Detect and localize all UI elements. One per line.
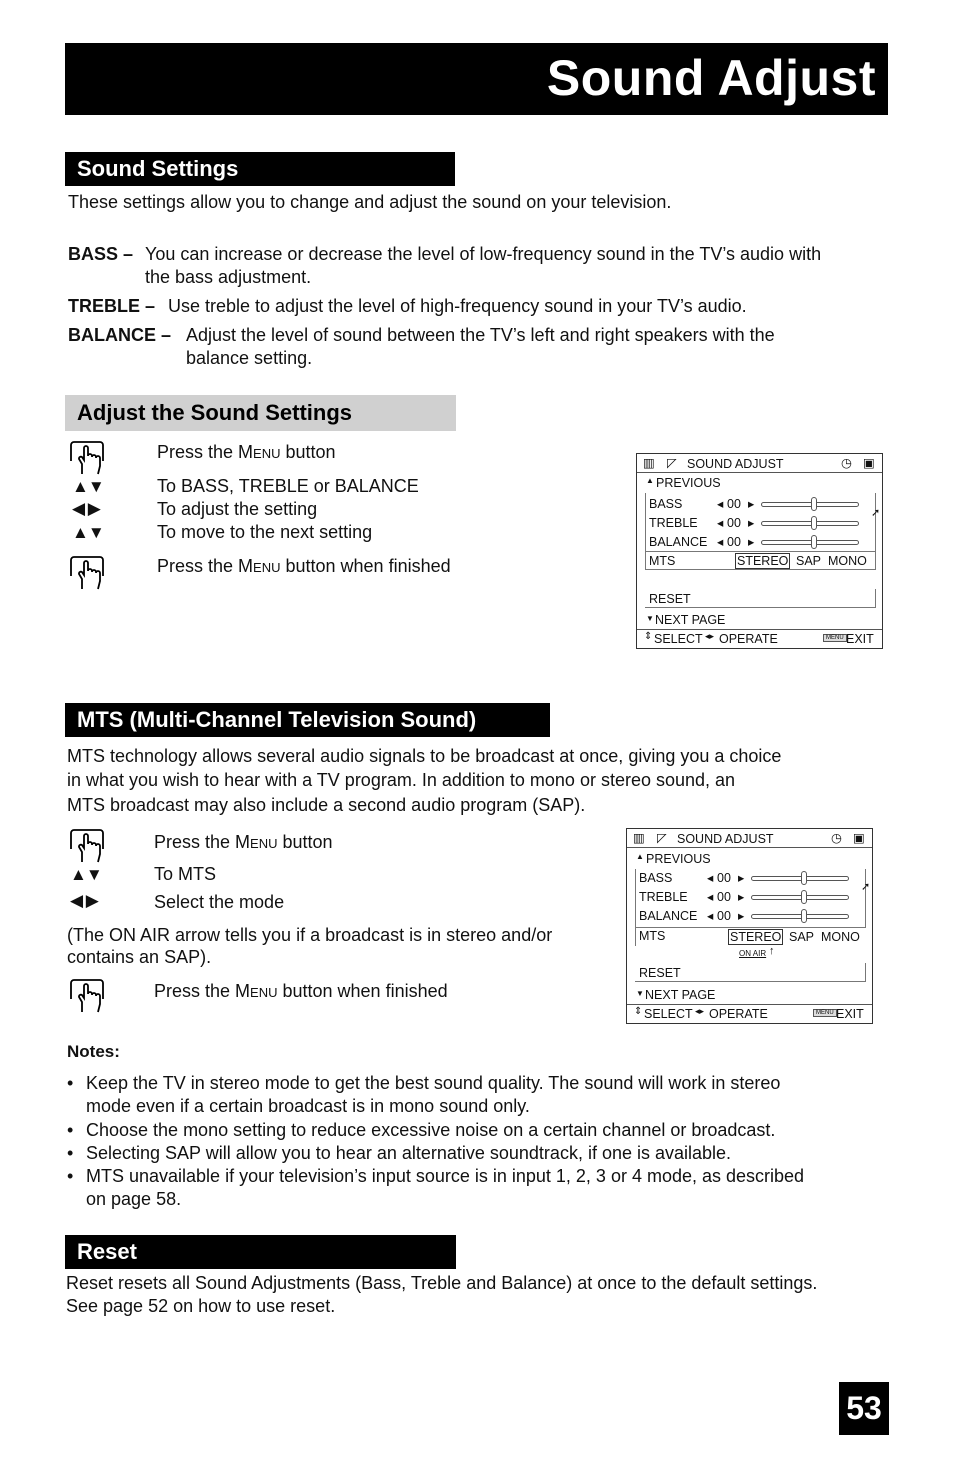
up-down-arrow-icon: ▲▼ — [70, 865, 102, 884]
mts-step-3: Select the mode — [154, 892, 285, 912]
bass-slider-knob[interactable] — [801, 871, 807, 885]
mts-heading: MTS (Multi-Channel Television Sound) — [65, 703, 550, 737]
mts-step-4: Press the Menu button when finished — [154, 981, 448, 1001]
up-down-arrow-icon: ▲▼ — [72, 477, 104, 496]
osd-operate: OPERATE — [709, 1007, 768, 1021]
osd-treble-value: 00 — [727, 516, 741, 530]
hand-press-icon — [70, 978, 104, 1014]
notes-heading: Notes: — [67, 1042, 120, 1061]
osd-bass-value: 00 — [727, 497, 741, 511]
balance-slider[interactable] — [761, 540, 859, 545]
treble-term: TREBLE – — [68, 296, 156, 316]
osd-title: SOUND ADJUST — [687, 457, 784, 471]
menu-book-icon: ▥ — [633, 831, 645, 845]
osd-stereo-option[interactable]: STEREO — [737, 554, 789, 568]
up-down-small-icon: ⇕ — [644, 631, 653, 642]
reset-heading: Reset — [65, 1235, 456, 1269]
adjust-heading: Adjust the Sound Settings — [65, 395, 456, 431]
hand-press-icon — [70, 555, 104, 591]
menu-button-icon: MENU — [813, 1009, 837, 1017]
mts-step-1: Press the Menu button — [154, 832, 333, 852]
left-right-arrow-icon: ◀ ▶ — [72, 499, 100, 518]
mts-intro-2: in what you wish to hear with a TV program. In addition to mono or stereo sound, an — [67, 770, 736, 790]
adjust-step-5: Press the Menu button when finished — [157, 556, 451, 576]
page-title: Sound Adjust — [546, 50, 876, 106]
osd-bass-label[interactable]: BASS — [639, 871, 673, 885]
osd-operate: OPERATE — [719, 632, 778, 646]
up-small-icon: ▲ — [646, 476, 654, 485]
osd-treble-label[interactable]: TREBLE — [639, 890, 688, 904]
bass-desc-2: the bass adjustment. — [145, 267, 312, 287]
clock-icon: ◷ — [831, 831, 842, 845]
note-bullet: • — [67, 1143, 74, 1163]
treble-slider-knob[interactable] — [801, 890, 807, 904]
menu-book-icon: ▥ — [643, 456, 655, 470]
up-down-small-icon: ⇕ — [634, 1006, 643, 1017]
down-small-icon: ▼ — [646, 614, 654, 623]
osd-balance-label[interactable]: BALANCE — [639, 909, 698, 923]
osd-select: SELECT — [644, 1007, 693, 1021]
mts-step-2: To MTS — [154, 864, 217, 884]
osd-sap-option[interactable]: SAP — [796, 554, 822, 568]
menu-button-icon: MENU — [823, 634, 847, 642]
on-air-arrow-icon: ↑ — [769, 945, 775, 957]
osd-treble-label[interactable]: TREBLE — [649, 516, 698, 530]
right-arrow-icon: ▸ — [748, 535, 755, 549]
treble-slider[interactable] — [761, 521, 859, 526]
left-arrow-icon: ◂ — [707, 871, 714, 885]
osd-mono-option[interactable]: MONO — [821, 930, 860, 944]
treble-slider-knob[interactable] — [811, 516, 817, 530]
tv-icon: ▣ — [853, 831, 865, 845]
bass-slider[interactable] — [761, 502, 859, 507]
osd-mts-label[interactable]: MTS — [649, 554, 676, 568]
hand-press-icon — [70, 828, 104, 864]
note-2: Choose the mono setting to reduce excessive noise on a certain channel or broadcast. — [86, 1120, 776, 1140]
osd-stereo-option[interactable]: STEREO — [730, 930, 782, 944]
clock-icon: ◷ — [841, 456, 852, 470]
osd-balance-value: 00 — [727, 535, 741, 549]
treble-slider[interactable] — [751, 895, 849, 900]
left-arrow-icon: ◂ — [707, 890, 714, 904]
osd-footer — [627, 1004, 872, 1023]
left-arrow-icon: ◂ — [717, 516, 724, 530]
bass-desc-1: You can increase or decrease the level of low-frequency sound in the TV’s audio with — [145, 244, 822, 264]
osd-header — [627, 829, 872, 848]
speaker-icon: ◸ — [667, 456, 677, 470]
on-air-indicator: ON AIR — [739, 949, 767, 958]
sound-adjust-osd-mts — [626, 828, 873, 1024]
note-bullet: • — [67, 1073, 74, 1093]
balance-term: BALANCE – — [68, 325, 172, 345]
bass-term: BASS – — [68, 244, 134, 264]
hand-press-icon — [70, 440, 104, 476]
tv-icon: ▣ — [863, 456, 875, 470]
pointer-icon: ➚ — [871, 507, 881, 519]
note-3: Selecting SAP will allow you to hear an alternative soundtrack, if one is available. — [86, 1143, 732, 1163]
balance-desc-2: balance setting. — [186, 348, 313, 368]
down-small-icon: ▼ — [636, 989, 644, 998]
mts-intro-1: MTS technology allows several audio signals to be broadcast at once, giving you a choice — [67, 746, 782, 766]
right-arrow-icon: ▸ — [748, 516, 755, 530]
left-right-small-icon: ◂▸ — [705, 631, 715, 641]
treble-desc: Use treble to adjust the level of high-frequency sound in your TV’s audio. — [168, 296, 747, 316]
osd-footer — [637, 629, 882, 648]
page-title-bar — [65, 43, 888, 115]
adjust-step-3: To adjust the setting — [157, 499, 318, 519]
adjust-step-1: Press the Menu button — [157, 442, 336, 462]
note-4b: on page 58. — [86, 1189, 182, 1209]
page-number: 53 — [839, 1382, 889, 1435]
osd-sap-option[interactable]: SAP — [789, 930, 815, 944]
adjust-step-2: To BASS, TREBLE or BALANCE — [157, 476, 419, 496]
left-arrow-icon: ◂ — [707, 909, 714, 923]
pointer-icon: ➚ — [861, 881, 871, 893]
reset-desc-1: Reset resets all Sound Adjustments (Bass, Treble and Balance) at once to the default settings. — [66, 1273, 818, 1293]
mts-intro-3: MTS broadcast may also include a second audio program (SAP). — [67, 795, 586, 815]
left-right-small-icon: ◂▸ — [695, 1006, 705, 1016]
note-bullet: • — [67, 1120, 74, 1140]
osd-header — [637, 454, 882, 473]
osd-balance-label[interactable]: BALANCE — [649, 535, 708, 549]
left-arrow-icon: ◂ — [717, 497, 724, 511]
osd-previous[interactable]: PREVIOUS — [646, 852, 711, 866]
osd-exit[interactable]: EXIT — [846, 632, 874, 646]
osd-reset[interactable]: RESET — [649, 592, 691, 606]
osd-balance-value: 00 — [717, 909, 731, 923]
left-arrow-icon: ◂ — [717, 535, 724, 549]
sound-settings-heading: Sound Settings — [65, 152, 455, 186]
up-small-icon: ▲ — [636, 852, 644, 861]
osd-previous[interactable]: PREVIOUS — [656, 476, 721, 490]
osd-mts-label[interactable]: MTS — [639, 929, 666, 943]
osd-select: SELECT — [654, 632, 703, 646]
right-arrow-icon: ▸ — [738, 871, 745, 885]
onair-note-1: (The ON AIR arrow tells you if a broadcast is in stereo and/or — [67, 925, 553, 945]
left-right-arrow-icon: ◀ ▶ — [70, 891, 98, 910]
osd-bass-label[interactable]: BASS — [649, 497, 683, 511]
reset-desc-2: See page 52 on how to use reset. — [66, 1296, 336, 1316]
osd-bass-value: 00 — [717, 871, 731, 885]
osd-exit[interactable]: EXIT — [836, 1007, 864, 1021]
sound-settings-intro: These settings allow you to change and adjust the sound on your television. — [68, 192, 672, 212]
osd-reset[interactable]: RESET — [639, 966, 681, 980]
note-bullet: • — [67, 1166, 74, 1186]
note-4a: MTS unavailable if your television’s input source is in input 1, 2, 3 or 4 mode, as described — [86, 1166, 805, 1186]
osd-title: SOUND ADJUST — [677, 832, 774, 846]
balance-slider-knob[interactable] — [811, 535, 817, 549]
adjust-step-4: To move to the next setting — [157, 522, 373, 542]
bass-slider-knob[interactable] — [811, 497, 817, 511]
sound-adjust-osd — [636, 453, 883, 649]
balance-desc-1: Adjust the level of sound between the TV’s left and right speakers with the — [186, 325, 775, 345]
note-1a: Keep the TV in stereo mode to get the best sound quality. The sound will work in stereo — [86, 1073, 781, 1093]
osd-next-page[interactable]: NEXT PAGE — [645, 988, 716, 1002]
osd-next-page[interactable]: NEXT PAGE — [655, 613, 726, 627]
osd-mono-option[interactable]: MONO — [828, 554, 867, 568]
right-arrow-icon: ▸ — [738, 909, 745, 923]
right-arrow-icon: ▸ — [748, 497, 755, 511]
note-1b: mode even if a certain broadcast is in mono sound only. — [86, 1096, 530, 1116]
speaker-icon: ◸ — [657, 831, 667, 845]
balance-slider-knob[interactable] — [801, 909, 807, 923]
balance-slider[interactable] — [751, 914, 849, 919]
onair-note-2: contains an SAP). — [67, 947, 212, 967]
up-down-arrow-icon: ▲▼ — [72, 523, 104, 542]
osd-treble-value: 00 — [717, 890, 731, 904]
bass-slider[interactable] — [751, 876, 849, 881]
right-arrow-icon: ▸ — [738, 890, 745, 904]
